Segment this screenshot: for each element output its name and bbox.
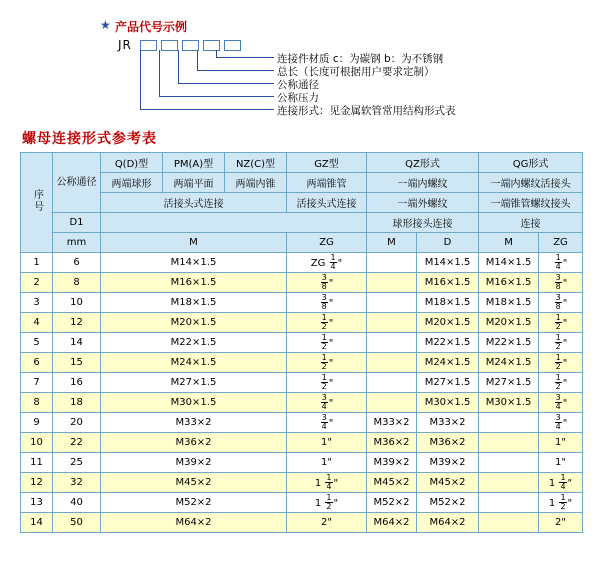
cell-qg-m: M20×1.5 — [479, 313, 539, 333]
cell-qd-m: M36×2 — [101, 433, 287, 453]
th-qz-desc: 一端内螺纹 — [367, 173, 479, 193]
cell-dn: 6 — [53, 253, 101, 273]
cell-dn: 10 — [53, 293, 101, 313]
th-qg-conn: 连接 — [479, 213, 583, 233]
cell-qg-m — [479, 413, 539, 433]
code-prefix: JR — [118, 38, 132, 52]
cell-dn: 22 — [53, 433, 101, 453]
table-header-row — [21, 233, 583, 253]
cell-qg-zg: 1 $\frac{1}{2}$ " — [539, 493, 583, 513]
code-box — [224, 40, 241, 51]
th-unit-m: M — [101, 233, 287, 253]
cell-qz-m — [367, 273, 417, 293]
cell-qg-m: M16×1.5 — [479, 273, 539, 293]
cell-index: 6 — [21, 353, 53, 373]
cell-qd-m: M14×1.5 — [101, 253, 287, 273]
cell-qd-m: M18×1.5 — [101, 293, 287, 313]
cell-qz-m: M45×2 — [367, 473, 417, 493]
legend-item-dn: 公称通径 — [277, 79, 319, 91]
table-row — [21, 313, 583, 333]
leader-line — [197, 70, 274, 71]
cell-gz-zg: 1 $\frac{1}{4}$ " — [287, 473, 367, 493]
table-row — [21, 353, 583, 373]
cell-qg-zg: $\frac{3}{8}$ " — [539, 273, 583, 293]
cell-dn: 8 — [53, 273, 101, 293]
cell-gz-zg: $\frac{1}{2}$ " — [287, 353, 367, 373]
leader-line — [159, 96, 274, 97]
cell-qg-zg: $\frac{1}{2}$ " — [539, 313, 583, 333]
cell-gz-zg: 1" — [287, 453, 367, 473]
cell-index: 9 — [21, 413, 53, 433]
cell-qd-m: M20×1.5 — [101, 313, 287, 333]
cell-gz-zg: $\frac{3}{8}$ " — [287, 293, 367, 313]
section-title: 螺母连接形式参考表 — [22, 131, 157, 147]
cell-dn: 50 — [53, 513, 101, 533]
cell-qz-d: M18×1.5 — [417, 293, 479, 313]
cell-index: 14 — [21, 513, 53, 533]
cell-qg-zg: 1" — [539, 453, 583, 473]
table-header-row — [21, 153, 583, 173]
cell-qz-d: M22×1.5 — [417, 333, 479, 353]
cell-qz-d: M39×2 — [417, 453, 479, 473]
cell-qz-m — [367, 253, 417, 273]
table-row — [21, 433, 583, 453]
cell-dn: 18 — [53, 393, 101, 413]
th-unit-qz-d: D — [417, 233, 479, 253]
cell-gz-zg: $\frac{3}{4}$ " — [287, 393, 367, 413]
th-index: 序号 — [21, 153, 53, 253]
cell-index: 10 — [21, 433, 53, 453]
cell-qd-m: M27×1.5 — [101, 373, 287, 393]
cell-qz-m: M64×2 — [367, 513, 417, 533]
cell-qz-d: M30×1.5 — [417, 393, 479, 413]
table-header-row — [21, 193, 583, 213]
cell-dn: 40 — [53, 493, 101, 513]
th-gz-desc: 两端锥管 — [287, 173, 367, 193]
code-boxes — [140, 40, 241, 51]
th-unit-qz-m: M — [367, 233, 417, 253]
th-unit-qg-zg: ZG — [539, 233, 583, 253]
cell-qg-m — [479, 513, 539, 533]
legend-item-pressure: 公称压力 — [277, 92, 319, 104]
cell-index: 3 — [21, 293, 53, 313]
code-box — [161, 40, 178, 51]
cell-qg-zg: $\frac{3}{8}$ " — [539, 293, 583, 313]
cell-qz-d: M16×1.5 — [417, 273, 479, 293]
cell-qd-m: M24×1.5 — [101, 353, 287, 373]
cell-dn: 25 — [53, 453, 101, 473]
cell-qz-d: M20×1.5 — [417, 313, 479, 333]
cell-gz-zg: $\frac{1}{2}$ " — [287, 313, 367, 333]
table-row — [21, 253, 583, 273]
table-row — [21, 453, 583, 473]
th-unit-zg: ZG — [287, 233, 367, 253]
cell-qz-d: M45×2 — [417, 473, 479, 493]
cell-qd-m: M64×2 — [101, 513, 287, 533]
cell-qz-d: M14×1.5 — [417, 253, 479, 273]
code-box — [140, 40, 157, 51]
cell-qd-m: M33×2 — [101, 413, 287, 433]
legend-item-material: 连接件材质 c：为碳钢 b：为不锈钢 — [277, 53, 444, 65]
cell-index: 12 — [21, 473, 53, 493]
cell-index: 2 — [21, 273, 53, 293]
nut-connection-table — [20, 152, 582, 533]
th-group-qd: Q(D)型 — [101, 153, 163, 173]
cell-qg-m: M24×1.5 — [479, 353, 539, 373]
th-group-qz: QZ形式 — [367, 153, 479, 173]
cell-index: 8 — [21, 393, 53, 413]
cell-qz-d: M52×2 — [417, 493, 479, 513]
table-row — [21, 273, 583, 293]
cell-qz-m — [367, 353, 417, 373]
leader-line — [178, 83, 274, 84]
table-row — [21, 373, 583, 393]
cell-qg-m: M22×1.5 — [479, 333, 539, 353]
cell-qg-m — [479, 453, 539, 473]
cell-qz-m — [367, 313, 417, 333]
leader-line — [159, 50, 160, 96]
cell-qd-m: M39×2 — [101, 453, 287, 473]
cell-qd-m: M52×2 — [101, 493, 287, 513]
cell-qg-zg: $\frac{1}{2}$ " — [539, 333, 583, 353]
cell-gz-zg: 1 $\frac{1}{2}$ " — [287, 493, 367, 513]
product-code-legend — [0, 0, 600, 118]
legend-item-conntype: 连接形式：见金属软管常用结构形式表 — [277, 105, 456, 117]
table-header-row — [21, 213, 583, 233]
cell-index: 7 — [21, 373, 53, 393]
cell-qz-m: M39×2 — [367, 453, 417, 473]
cell-gz-zg: $\frac{3}{4}$ " — [287, 413, 367, 433]
cell-qz-d: M64×2 — [417, 513, 479, 533]
star-icon: ★ — [100, 18, 111, 32]
cell-dn: 12 — [53, 313, 101, 333]
th-qd-desc: 两端球形 — [101, 173, 163, 193]
cell-qg-m: M30×1.5 — [479, 393, 539, 413]
cell-index: 4 — [21, 313, 53, 333]
th-group-nzc: NZ(C)型 — [225, 153, 287, 173]
cell-qg-m: M18×1.5 — [479, 293, 539, 313]
cell-qg-zg: 1" — [539, 433, 583, 453]
th-group-qg: QG形式 — [479, 153, 583, 173]
th-qg-desc: 一端内螺纹活接头 — [479, 173, 583, 193]
cell-qg-m — [479, 433, 539, 453]
cell-qg-zg: $\frac{3}{4}$ " — [539, 413, 583, 433]
leader-line — [140, 50, 141, 109]
cell-qg-m — [479, 473, 539, 493]
th-qz-thread: 一端外螺纹 — [367, 193, 479, 213]
cell-gz-zg: 1" — [287, 433, 367, 453]
cell-dn: 15 — [53, 353, 101, 373]
table-row — [21, 333, 583, 353]
cell-qz-m — [367, 293, 417, 313]
cell-qz-d: M24×1.5 — [417, 353, 479, 373]
th-qz-ball: 球形接头连接 — [367, 213, 479, 233]
th-pma-desc: 两端平面 — [163, 173, 225, 193]
cell-qg-m — [479, 493, 539, 513]
cell-qz-m: M36×2 — [367, 433, 417, 453]
cell-qg-zg: 1 $\frac{1}{4}$ " — [539, 473, 583, 493]
th-d1: D1 — [53, 213, 101, 233]
cell-gz-zg: $\frac{1}{2}$ " — [287, 373, 367, 393]
cell-gz-zg: $\frac{1}{2}$ " — [287, 333, 367, 353]
cell-dn: 20 — [53, 413, 101, 433]
cell-qz-m — [367, 333, 417, 353]
cell-gz-zg: 2" — [287, 513, 367, 533]
th-blank — [101, 213, 367, 233]
code-box — [203, 40, 220, 51]
th-left-connection: 活接头式连接 — [101, 193, 287, 213]
legend-title: 产品代号示例 — [115, 20, 188, 34]
leader-line — [178, 50, 179, 83]
cell-qg-zg: $\frac{1}{4}$ " — [539, 253, 583, 273]
cell-qz-m: M33×2 — [367, 413, 417, 433]
cell-index: 5 — [21, 333, 53, 353]
cell-qg-zg: $\frac{1}{2}$ " — [539, 353, 583, 373]
leader-line — [140, 109, 274, 110]
th-unit-qg-m: M — [479, 233, 539, 253]
cell-qd-m: M16×1.5 — [101, 273, 287, 293]
cell-qz-m — [367, 393, 417, 413]
table-row — [21, 473, 583, 493]
th-dn: 公称通径 — [53, 153, 101, 213]
cell-gz-zg: ZG $\frac{1}{4}$ " — [287, 253, 367, 273]
th-nzc-desc: 两端内锥 — [225, 173, 287, 193]
table-row — [21, 413, 583, 433]
legend-item-length: 总长（长度可根据用户要求定制） — [277, 66, 435, 78]
cell-qz-d: M33×2 — [417, 413, 479, 433]
cell-qg-zg: $\frac{1}{2}$ " — [539, 373, 583, 393]
cell-index: 11 — [21, 453, 53, 473]
cell-qz-d: M36×2 — [417, 433, 479, 453]
leader-line — [216, 57, 274, 58]
cell-qg-zg: 2" — [539, 513, 583, 533]
cell-dn: 32 — [53, 473, 101, 493]
th-gz-connection: 活接头式连接 — [287, 193, 367, 213]
cell-index: 13 — [21, 493, 53, 513]
table-header-row — [21, 173, 583, 193]
table-row — [21, 493, 583, 513]
leader-line — [197, 50, 198, 70]
th-group-pma: PM(A)型 — [163, 153, 225, 173]
cell-qz-m — [367, 373, 417, 393]
cell-qg-zg: $\frac{3}{4}$ " — [539, 393, 583, 413]
cell-gz-zg: $\frac{3}{8}$ " — [287, 273, 367, 293]
cell-dn: 16 — [53, 373, 101, 393]
cell-dn: 14 — [53, 333, 101, 353]
leader-line — [216, 50, 217, 57]
th-qg-thread: 一端锥管螺纹接头 — [479, 193, 583, 213]
cell-qz-d: M27×1.5 — [417, 373, 479, 393]
cell-qd-m: M45×2 — [101, 473, 287, 493]
th-unit-mm: mm — [53, 233, 101, 253]
th-group-gz: GZ型 — [287, 153, 367, 173]
cell-qz-m: M52×2 — [367, 493, 417, 513]
table-row — [21, 513, 583, 533]
cell-qg-m: M27×1.5 — [479, 373, 539, 393]
cell-index: 1 — [21, 253, 53, 273]
cell-qd-m: M22×1.5 — [101, 333, 287, 353]
cell-qg-m: M14×1.5 — [479, 253, 539, 273]
table-row — [21, 393, 583, 413]
table-row — [21, 293, 583, 313]
cell-qd-m: M30×1.5 — [101, 393, 287, 413]
